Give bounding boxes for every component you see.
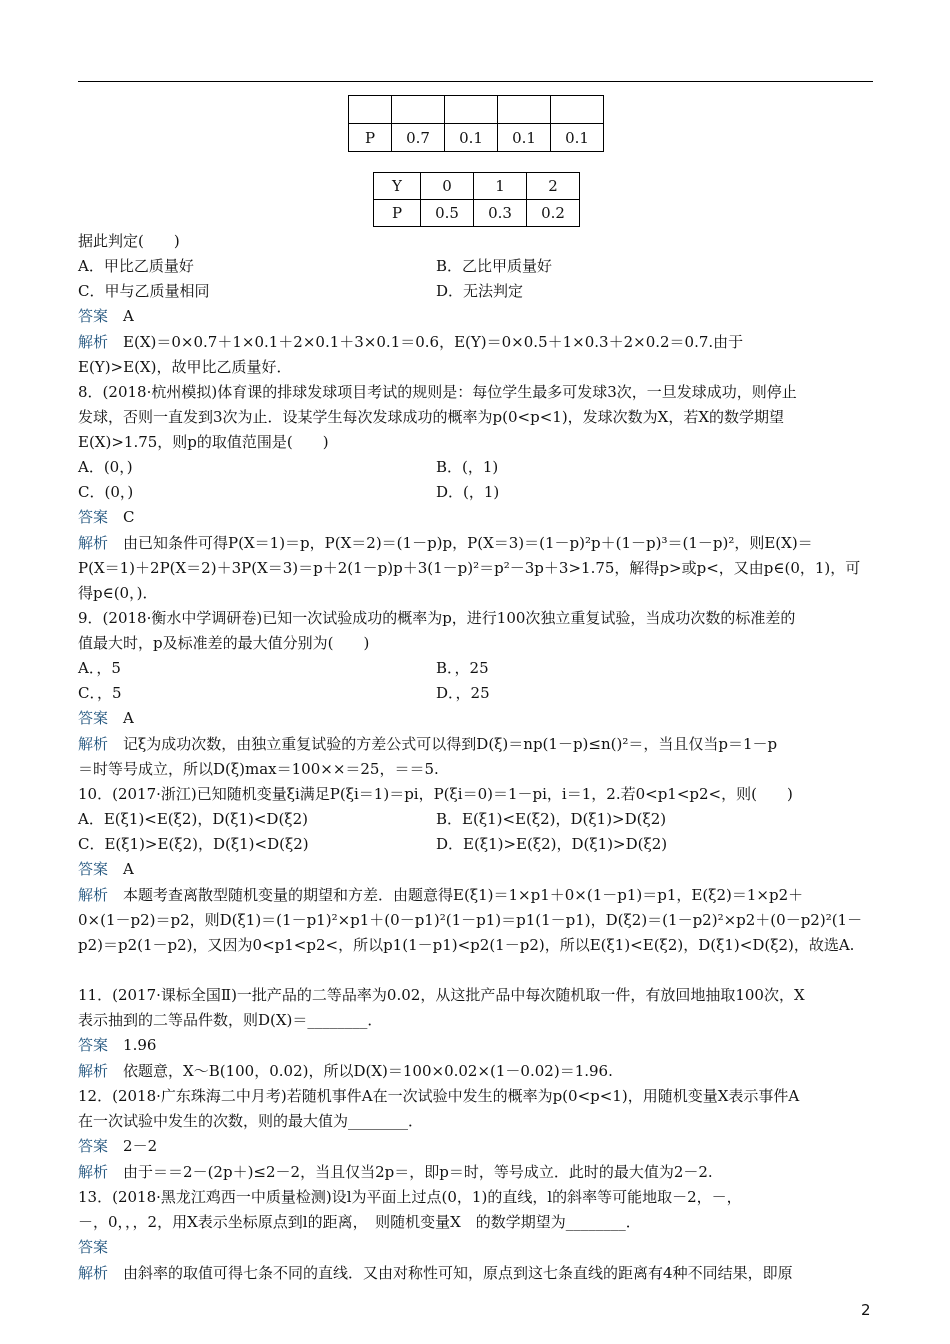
line-text: 12．(2018·广东珠海二中月考)若随机事件A在一次试验中发生的概率为p(0<p<1)，用随机变量X表示事件A: [78, 1087, 800, 1105]
text-line: [78, 1059, 613, 1084]
text-line: [78, 857, 134, 882]
line-text: C．(0，): [78, 483, 134, 501]
line-text: 发球，否则一直发到3次为止．设某学生每次发球成功的概率为p(0<p<1)，发球次数为X，若X的数学期望: [78, 408, 785, 426]
text-line: [78, 631, 369, 656]
text-line: [78, 304, 134, 329]
line-text: 由斜率的取值可得七条不同的直线．又由对称性可知，原点到这七条直线的距离有4种不同结果，即原: [123, 1264, 793, 1282]
line-text: C: [123, 508, 135, 526]
text-line: [78, 807, 667, 832]
text-line: [78, 908, 862, 933]
option-right: B．(，1): [436, 458, 499, 476]
text-line: [78, 933, 854, 958]
page-number: 2: [861, 1301, 871, 1319]
text-line: [78, 1210, 641, 1235]
table-cell: Y: [374, 173, 421, 200]
analysis-label: 解析: [78, 333, 109, 351]
line-text: 9．(2018·衡水中学调研卷)已知一次试验成功的概率为p，进行100次独立重复试验，当成功次数的标准差的: [78, 609, 796, 627]
line-text: 表示抽到的二等品件数，则D(X)＝________．: [78, 1011, 383, 1029]
table-row: [374, 173, 580, 200]
text-line: [78, 706, 134, 731]
analysis-label: 解析: [78, 1062, 109, 1080]
option-right: B．E(ξ1)<E(ξ2)，D(ξ1)>D(ξ2): [436, 810, 667, 828]
answer-label: 答案: [78, 508, 109, 526]
option-right: B．乙比甲质量好: [436, 257, 553, 275]
text-line: [78, 1235, 123, 1260]
table-cell: 0.1: [445, 124, 498, 152]
line-text: ＝时等号成立，所以D(ξ)max＝100××＝25，＝＝5.: [78, 760, 439, 778]
line-text: 得p∈(0，)．: [78, 584, 158, 602]
answer-label: 答案: [78, 1238, 109, 1256]
line-text: 10．(2017·浙江)已知随机变量ξi满足P(ξi＝1)＝pi，P(ξi＝0)＝1－pi，i＝1，2.若0<p1<p2<，则( ): [78, 785, 793, 803]
text-line: [78, 531, 813, 556]
text-line: [78, 581, 157, 606]
spacer: [108, 709, 123, 727]
table-cell: 0.2: [527, 200, 580, 227]
spacer: [108, 886, 123, 904]
analysis-label: 解析: [78, 1264, 109, 1282]
text-line: [78, 1084, 799, 1109]
text-line: [78, 330, 743, 355]
distribution-table-y: [373, 172, 580, 227]
table-cell: 0.3: [474, 200, 527, 227]
table-cell: [445, 96, 498, 124]
text-line: [78, 455, 499, 480]
table-row: [349, 124, 604, 152]
spacer: [108, 508, 123, 526]
text-line: [78, 556, 860, 581]
line-text: 依题意，X～B(100，0.02)，所以D(X)＝100×0.02×(1－0.02)＝1.96.: [123, 1062, 613, 1080]
text-line: [78, 1160, 713, 1185]
analysis-label: 解析: [78, 886, 109, 904]
line-text: 1.96: [123, 1036, 157, 1054]
line-text: p2)＝p2(1－p2)，又因为0<p1<p2<，所以p1(1－p1)<p2(1－p2)，所以E(ξ1)<E(ξ2)，D(ξ1)<D(ξ2)，故选A.: [78, 936, 855, 954]
spacer: [108, 1062, 123, 1080]
line-text: C．E(ξ1)>E(ξ2)，D(ξ1)<D(ξ2): [78, 835, 309, 853]
text-line: [78, 505, 135, 530]
text-line: [78, 681, 490, 706]
line-text: A．E(ξ1)<E(ξ2)，D(ξ1)<D(ξ2): [78, 810, 308, 828]
analysis-label: 解析: [78, 1163, 109, 1181]
table-cell: 0.1: [498, 124, 551, 152]
answer-label: 答案: [78, 1036, 109, 1054]
line-text: 0×(1－p2)＝p2，则D(ξ1)＝(1－p1)²×p1＋(0－p1)²(1－p1)＝p1(1－p1)，D(ξ2)＝(1－p2)²×p2＋(0－p2)²(1－: [78, 911, 863, 929]
line-text: E(X)＝0×0.7＋1×0.1＋2×0.1＋3×0.1＝0.6，E(Y)＝0×0.5＋1×0.3＋2×0.2＝0.7.由于: [123, 333, 744, 351]
text-line: [78, 380, 797, 405]
text-line: [78, 782, 793, 807]
spacer: [108, 1264, 123, 1282]
line-text: 由于＝＝2－(2p＋)≤2－2，当且仅当2p＝，即p＝时，等号成立．此时的最大值为2－2.: [123, 1163, 713, 1181]
line-text: 值最大时，p及标准差的最大值分别为( ): [78, 634, 370, 652]
line-text: A: [123, 307, 134, 325]
spacer: [108, 333, 123, 351]
text-line: [78, 229, 180, 254]
table-cell: P: [374, 200, 421, 227]
line-text: P(X＝1)＋2P(X＝2)＋3P(X＝3)＝p＋2(1－p)p＋3(1－p)²＝p²－3p＋3>1.75，解得p>或p<，又由p∈(0，1)，可: [78, 559, 861, 577]
text-line: [78, 757, 439, 782]
line-text: 本题考查离散型随机变量的期望和方差．由题意得E(ξ1)＝1×p1＋0×(1－p1)＝p1，E(ξ2)＝1×p2＋: [123, 886, 804, 904]
text-line: [78, 279, 524, 304]
text-line: [78, 1109, 423, 1134]
spacer: [108, 1036, 123, 1054]
text-line: [78, 983, 805, 1008]
line-text: －，0，，，2，用X表示坐标原点到l的距离， 则随机变量X 的数学期望为________．: [78, 1213, 641, 1231]
line-text: A．，5: [78, 659, 121, 677]
table-row: [349, 96, 604, 124]
line-text: E(Y)>E(X)，故甲比乙质量好．: [78, 358, 292, 376]
text-line: [78, 832, 668, 857]
text-line: [78, 355, 291, 380]
analysis-label: 解析: [78, 534, 109, 552]
line-text: 11．(2017·课标全国Ⅱ)一批产品的二等品率为0.02，从这批产品中每次随机取一件，有放回地抽取100次，X: [78, 986, 805, 1004]
table-cell: 0: [421, 173, 474, 200]
table-cell: [498, 96, 551, 124]
text-line: [78, 1185, 742, 1210]
text-line: [78, 405, 784, 430]
line-text: C．甲与乙质量相同: [78, 282, 210, 300]
text-line: [78, 883, 803, 908]
text-line: [78, 1008, 382, 1033]
table-row: [374, 200, 580, 227]
text-line: [78, 254, 553, 279]
line-text: 8．(2018·杭州模拟)体育课的排球发球项目考试的规则是：每位学生最多可发球3次，一旦发球成功，则停止: [78, 383, 797, 401]
spacer: [108, 307, 123, 325]
answer-label: 答案: [78, 709, 109, 727]
analysis-label: 解析: [78, 735, 109, 753]
line-text: 记ξ为成功次数，由独立重复试验的方差公式可以得到D(ξ)＝np(1－p)≤n()²＝，当且仅当p＝1－p: [123, 735, 778, 753]
line-text: A: [123, 860, 134, 878]
spacer: [108, 534, 123, 552]
line-text: 2－2: [123, 1137, 158, 1155]
option-right: D．(，1): [436, 483, 500, 501]
line-text: A．甲比乙质量好: [78, 257, 194, 275]
line-text: 13．(2018·黑龙江鸡西一中质量检测)设l为平面上过点(0，1)的直线，l的斜率等可能地取－2，－，: [78, 1188, 742, 1206]
spacer: [108, 860, 123, 878]
line-text: E(X)>1.75，则p的取值范围是( ): [78, 433, 329, 451]
line-text: A: [123, 709, 134, 727]
line-text: 据此判定( ): [78, 232, 180, 250]
header-rule: [78, 81, 873, 82]
option-right: D．E(ξ1)>E(ξ2)，D(ξ1)>D(ξ2): [436, 835, 668, 853]
table-cell: 0.7: [392, 124, 445, 152]
table-cell: [392, 96, 445, 124]
text-line: [78, 656, 489, 681]
spacer: [108, 1137, 123, 1155]
table-cell: 0.1: [551, 124, 604, 152]
table-cell: 0.5: [421, 200, 474, 227]
line-text: A．(0，): [78, 458, 133, 476]
answer-label: 答案: [78, 1137, 109, 1155]
text-line: [78, 480, 500, 505]
table-cell: 1: [474, 173, 527, 200]
spacer: [108, 1163, 123, 1181]
table-cell: P: [349, 124, 392, 152]
distribution-table-x: [348, 95, 604, 152]
line-text: C．，5: [78, 684, 122, 702]
table-cell: [551, 96, 604, 124]
text-line: [78, 1134, 157, 1159]
spacer: [108, 1238, 123, 1256]
line-text: 在一次试验中发生的次数，则的最大值为________．: [78, 1112, 424, 1130]
table-cell: [349, 96, 392, 124]
table-cell: 2: [527, 173, 580, 200]
text-line: [78, 1261, 793, 1286]
answer-label: 答案: [78, 860, 109, 878]
answer-label: 答案: [78, 307, 109, 325]
text-line: [78, 606, 795, 631]
text-line: [78, 1033, 156, 1058]
spacer: [108, 735, 123, 753]
line-text: 由已知条件可得P(X＝1)＝p，P(X＝2)＝(1－p)p，P(X＝3)＝(1－p)²p＋(1－p)³＝(1－p)²，则E(X)＝: [123, 534, 813, 552]
option-right: B．，25: [436, 659, 489, 677]
text-line: [78, 732, 777, 757]
option-right: D．，25: [436, 684, 490, 702]
text-line: [78, 430, 329, 455]
option-right: D．无法判定: [436, 282, 524, 300]
